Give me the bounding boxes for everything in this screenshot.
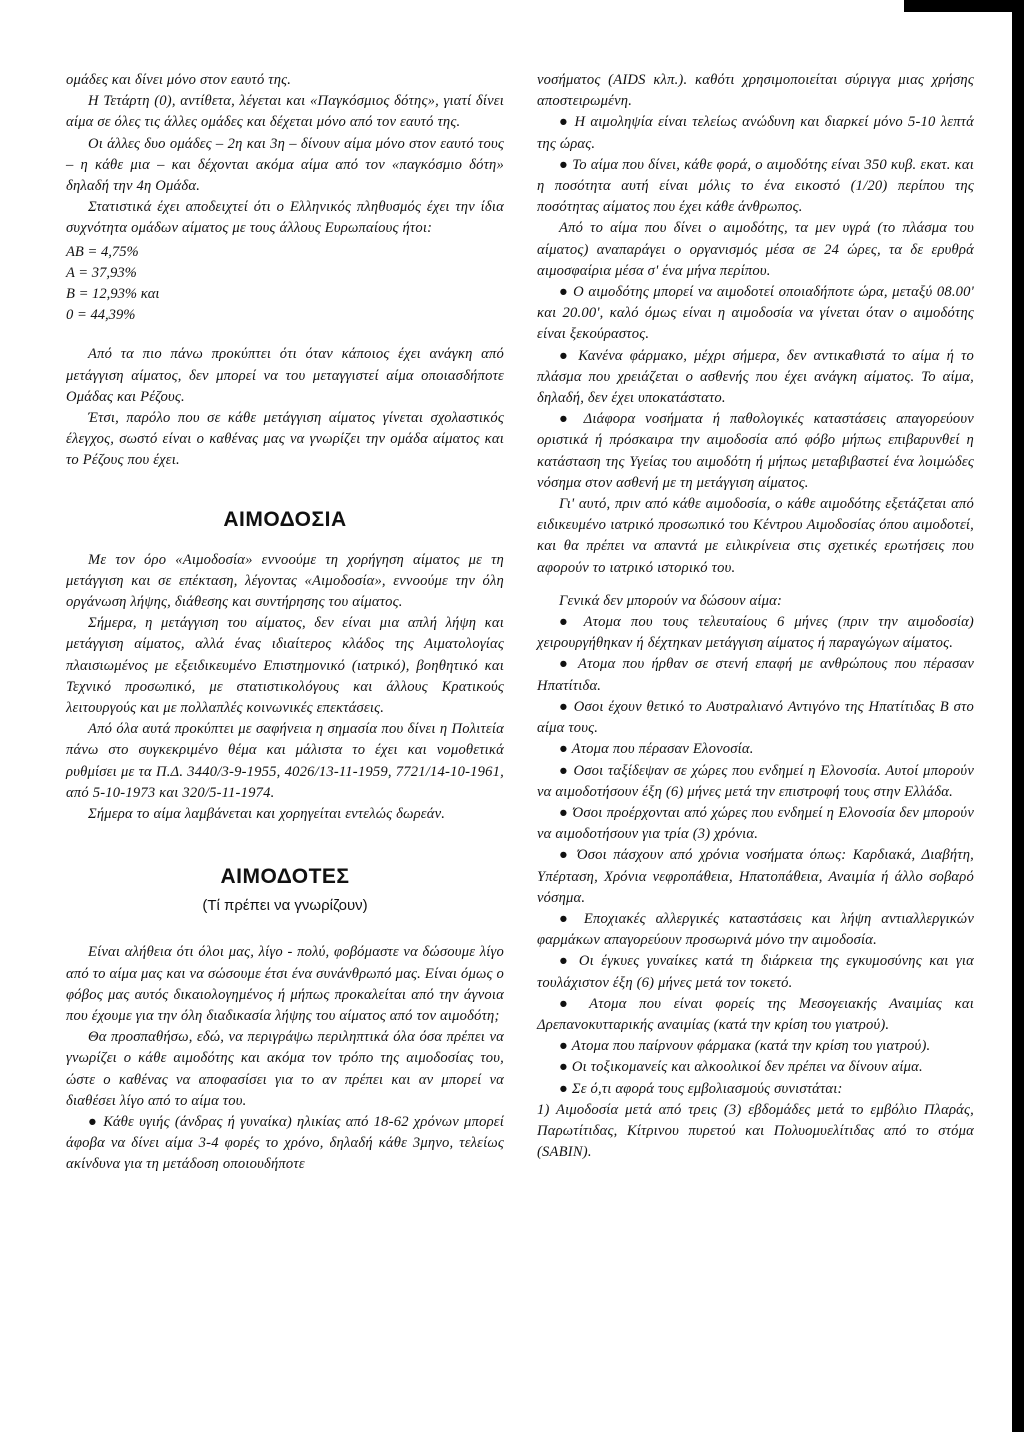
bullet-paragraph: ● Ατομα που παίρνουν φάρμακα (κατά την κρίση του γιατρού). <box>559 1038 931 1055</box>
section-heading-aimodosia: ΑΙΜΟΔΟΣΙΑ <box>223 507 347 531</box>
bullet-paragraph: ● Ατομα που ήρθαν σε στενή επαφή με ανθρώπους που πέρασαν Ηπατίτιδα. <box>537 656 974 694</box>
paragraph: Οι άλλες δυο ομάδες – 2η και 3η – δίνουν αίμα μόνο στον εαυτό τους – η κάθε μια – και δέχονται ακόμα αίμα από τον «παγκόσμιο δότη» δηλαδή την 4η Ομάδα. <box>66 135 504 195</box>
paragraph: Από τα πιο πάνω προκύπτει ότι όταν κάποιος έχει ανάγκη από μετάγγιση αίματος, δεν μπορεί να του μεταγγιστεί αίμα οποιασδήποτε Ομάδας και Ρέζους. <box>66 346 504 405</box>
paragraph: Με τον όρο «Αιμοδοσία» εννοούμε τη χορήγηση αίματος με τη μετάγγιση και σε επέκταση, λέγοντας «Αιμοδοσία», εννοούμε την όλη οργάνωση λήψης, διάθεσης και συντήρησης του αίματος. <box>66 551 504 611</box>
bullet-paragraph: ● Το αίμα που δίνει, κάθε φορά, ο αιμοδότης είναι 350 κυβ. εκατ. και η ποσότητα αυτή είναι μόλις το ένα εικοστό (1/20) περίπου της ποσότητας αίματος που έχει κάθε άνθρωπος. <box>537 156 974 216</box>
bullet-paragraph: ● Ατομα που πέρασαν Ελονοσία. <box>559 741 754 758</box>
bullet-paragraph: ● Εποχιακές αλλεργικές καταστάσεις και λήψη αντιαλλεργικών φαρμάκων απαγορεύουν προσωρινά μόνο την αιμοδοσία. <box>537 910 974 949</box>
bullet-paragraph: ● Ατομα που τους τελευταίους 6 μήνες (πριν την αιμοδοσία) χειρουργήθηκαν ή δέχτηκαν μετάγγιση αίματος ή παραγώγων αίματος. <box>537 614 974 652</box>
stat-0: 0 = 44,39% <box>66 307 136 324</box>
bullet-paragraph: ● Η αιμοληψία είναι τελείως ανώδυνη και διαρκεί μόνο 5-10 λεπτά της ώρας. <box>537 114 974 152</box>
bullet-paragraph: ● Ο αιμοδότης μπορεί να αιμοδοτεί οποιαδήποτε ώρα, μεταξύ 08.00' και 20.00', καλό όμως είναι η αιμοδοσία να γίνεται όταν ο αιμοδότης είναι ξεκούραστος. <box>537 284 974 343</box>
stat-a: Α = 37,93% <box>66 264 137 281</box>
paragraph: Έτσι, παρόλο που σε κάθε μετάγγιση αίματος γίνεται σχολαστικός έλεγχος, σωστό είναι ο καθένας μας να γνωρίζει την ομάδα αίματος και το Ρέζους που έχει. <box>66 410 504 469</box>
stat-ab: ΑΒ = 4,75% <box>66 243 139 260</box>
paragraph: ● Κάθε υγιής (άνδρας ή γυναίκα) ηλικίας από 18-62 χρόνων μπορεί άφοβα να δίνει αίμα 3-4 φορές το χρόνο, δηλαδή κάθε 3μηνο, τελείως ακίνδυνα για τη μετάδοση οποιουδήποτε <box>66 1113 504 1173</box>
bullet-paragraph: ● Όσοι προέρχονται από χώρες που ενδημεί η Ελονοσία δεν μπορούν να αιμοδοτήσουν για τρία (3) χρόνια. <box>537 804 974 843</box>
bullet-paragraph: ● Οι τοξικομανείς και αλκοολικοί δεν πρέπει να δίνουν αίμα. <box>559 1059 923 1076</box>
right-column <box>537 70 974 1163</box>
bullet-paragraph: ● Οσοι ταξίδεψαν σε χώρες που ενδημεί η Ελονοσία. Αυτοί μπορούν να αιμοδοτήσουν έξη (6) μήνες μετά την επιστροφή τους στην Ελλάδα. <box>537 762 974 800</box>
paragraph: Στατιστικά έχει αποδειχτεί ότι ο Ελληνικός πληθυσμός έχει την ίδια συχνότητα ομάδων αίματος με τους άλλους Ευρωπαίους ήτοι: <box>66 199 504 237</box>
paragraph: ομάδες και δίνει μόνο στον εαυτό της. <box>66 72 292 88</box>
numbered-paragraph: 1) Αιμοδοσία μετά από τρεις (3) εβδομάδες μετά το εμβόλιο Πλαράς, Παρωτίτιδας, Κίτρινου πυρετού και Πολυομυελίτιδας από το στόμα (SABIN). <box>537 1101 974 1161</box>
section-heading-aimodotes: ΑΙΜΟΔΟΤΕΣ <box>220 865 350 889</box>
bullet-paragraph: ● Ατομα που είναι φορείς της Μεσογειακής Αναιμίας και Δρεπανοκυτταρικής αναιμίας (κατά την κρίση του γιατρού). <box>537 995 974 1033</box>
paragraph: Θα προσπαθήσω, εδώ, να περιγράψω περιληπτικά όλα όσα πρέπει να γνωρίζει ο κάθε αιμοδότης και ακόμα τον τρόπο της αιμοδοσίας του, ώστε ο καθένας να αποφασίσει για το αν πρέπει και αν μπορεί να διαθέσει λίγο από το αίμα του. <box>66 1029 504 1109</box>
bullet-paragraph: ● Όσοι πάσχουν από χρόνια νοσήματα όπως: Καρδιακά, Διαβήτη, Υπέρταση, Χρόνια νεφροπάθεια, Ηπατοπάθεια, Αναιμία ή άλλο σοβαρό νόσημα. <box>537 847 974 906</box>
paragraph: νοσήματος (AIDS κλπ.). καθότι χρησιμοποιείται σύριγγα μιας χρήσης αποστειρωμένη. <box>537 72 974 110</box>
bullet-paragraph: ● Διάφορα νοσήματα ή παθολογικές καταστάσεις απαγορεύουν οριστικά ή πρόσκαιρα την αιμοδοσία από φόβο μήπως επιβαρυνθεί η κατάσταση της Υγείας του αιμοδότη ή μήπως μεταβιβαστεί ένα λοιμώδες νόσημα στον ασθενή με τη μετάγγιση αίματος. <box>537 411 974 491</box>
scan-edge-top <box>904 0 1024 12</box>
section-subheading: (Τί πρέπει να γνωρίζουν) <box>202 897 368 915</box>
paragraph: Σήμερα, η μετάγγιση του αίματος, δεν είναι μια απλή λήψη και μετάγγιση αίματος, αλλά ένας ιδιαίτερος κλάδος της Αιματολογίας πλαισιωμένος με εξειδικευμένο Επιστημονικό (ιατρικό), βοηθητικό και Τεχνικό προσωπικό, με στατιστικολόγους και άλλους Κρατικούς λειτουργούς και με πολλαπλές κοινωνικές επεκτάσεις. <box>66 615 504 717</box>
paragraph: Είναι αλήθεια ότι όλοι μας, λίγο - πολύ, φοβόμαστε να δώσουμε λίγο από το αίμα μας και να σώσουμε έτσι ένα συνάνθρωπό μας. Είναι όμως ο φόβος μας αυτός δικαιολογημένος ή μήπως προκαλείται από την άγνοια που έχουμε για την όλη διαδικασία λήψης του αίματος από τον αιμοδότη; <box>66 944 504 1024</box>
bullet-paragraph: ● Κανένα φάρμακο, μέχρι σήμερα, δεν αντικαθιστά το αίμα ή το πλάσμα που χρειάζεται ο ασθενής που έχει ανάγκη αίματος. Το αίμα, δηλαδή, δεν έχει υποκατάστατο. <box>537 347 974 407</box>
bullet-paragraph: ● Οσοι έχουν θετικό το Αυστραλιανό Αντιγόνο της Ηπατίτιδας Β στο αίμα τους. <box>537 698 974 737</box>
paragraph: Γι' αυτό, πριν από κάθε αιμοδοσία, ο κάθε αιμοδότης εξετάζεται από ειδικευμένο ιατρικό προσωπικό του Κέντρου Αιμοδοσίας όπου αιμοδοτεί, και θα πρέπει να απαντά με ειλικρίνεια στις σχετικές ερωτήσεις που αφορούν το ιατρικό ιστορικό του. <box>537 496 974 576</box>
scan-edge-right <box>1012 0 1024 1432</box>
stat-b: Β = 12,93% και <box>66 286 160 303</box>
list-intro: Γενικά δεν μπορούν να δώσουν αίμα: <box>559 592 783 609</box>
blood-group-stats <box>66 242 504 327</box>
bullet-paragraph: ● Σε ό,τι αφορά τους εμβολιασμούς συνιστάται: <box>559 1080 843 1097</box>
paragraph: Σήμερα το αίμα λαμβάνεται και χορηγείται εντελώς δωρεάν. <box>88 806 446 823</box>
paragraph: Από όλα αυτά προκύπτει με σαφήνεια η σημασία που δίνει η Πολιτεία πάνω στο συγκεκριμένο θέμα και μάλιστα το έχει και νομοθετικά ρυθμίσει με τα Π.Δ. 3440/3-9-1955, 4026/13-11-1959, 7721/14-10-1961, από 5-10-1973 και 320/5-11-1974. <box>66 721 504 801</box>
bullet-paragraph: ● Οι έγκυες γυναίκες κατά τη διάρκεια της εγκυμοσύνης και για τουλάχιστον έξη (6) μήνες μετά τον τοκετό. <box>537 953 974 991</box>
left-column <box>66 70 504 1176</box>
paragraph: Από το αίμα που δίνει ο αιμοδότης, τα μεν υγρά (το πλάσμα του αίματος) αναπαράγει ο οργανισμός μέσα σε 24 ώρες, τα δε ερυθρά αιμοσφαίρια μέσα σ' ένα μήνα περίπου. <box>537 220 974 279</box>
paragraph: Η Τετάρτη (0), αντίθετα, λέγεται και «Παγκόσμιος δότης», γιατί δίνει αίμα σε όλες τις άλλες ομάδες και δέχεται μόνο από τον εαυτό της. <box>66 93 504 131</box>
